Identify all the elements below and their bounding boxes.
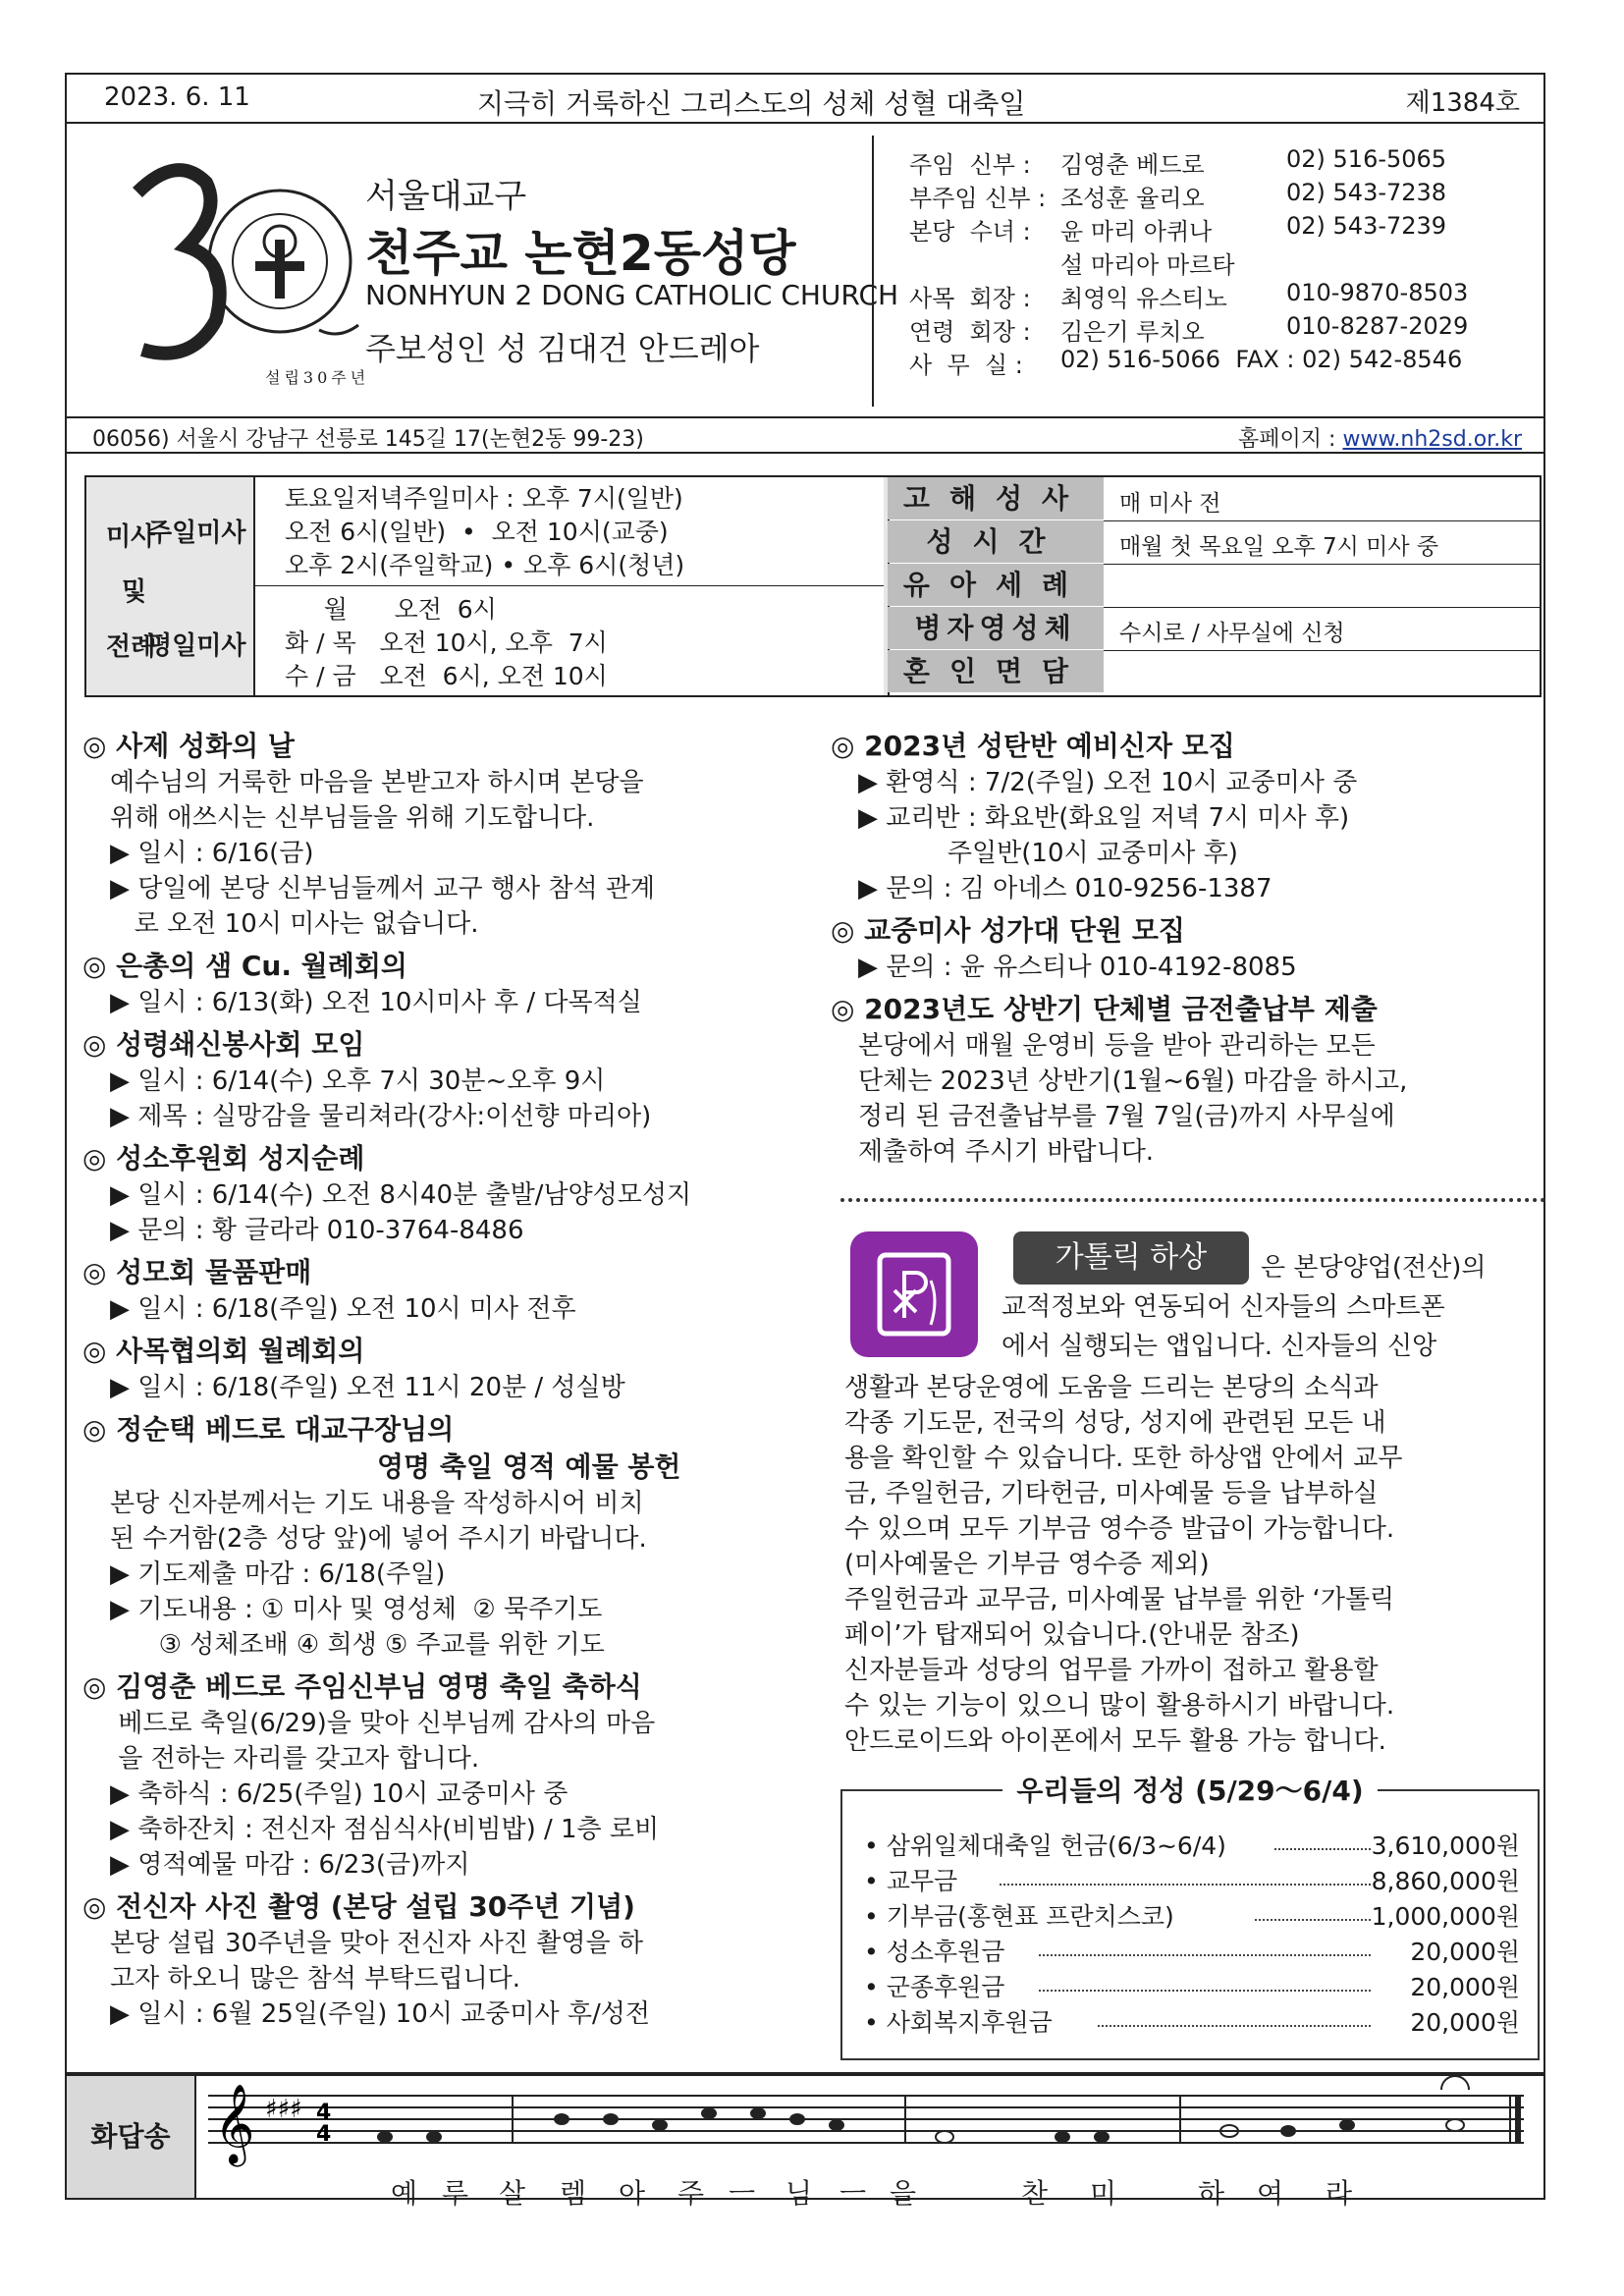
notice-line: 된 수거함(2층 성당 앞)에 넣어 주시기 바랍니다.	[110, 1524, 647, 1554]
archdiocese: 서울대교구	[365, 177, 527, 216]
notice-line: 예수님의 거룩한 마음을 본받고자 하시며 본당을	[110, 768, 644, 797]
mass-side-3: 전례	[106, 632, 156, 662]
sacrament-row	[888, 477, 1542, 521]
offering-leader	[1098, 2025, 1371, 2027]
notice-heading: ◎ 사제 성화의 날	[82, 730, 295, 762]
notice-line: ▶ 문의 : 윤 유스티나 010-4192-8085	[858, 953, 1297, 982]
issue-number: 제1384호	[1405, 88, 1520, 118]
offering-amount: 8,860,000원	[1371, 1867, 1520, 1895]
offering-amount: 1,000,000원	[1371, 1902, 1520, 1931]
offering-item: • 교무금	[864, 1867, 958, 1895]
notice-line: 베드로 축일(6/29)을 맞아 신부님께 감사의 마음	[110, 1709, 656, 1738]
sunday-mass-line: 오전 6시(일반) • 오전 10시(교중)	[285, 518, 669, 546]
notice-line: 정리 된 금전출납부를 7월 7일(금)까지 사무실에	[858, 1102, 1395, 1131]
sacrament-info: 수시로 / 사무실에 신청	[1119, 621, 1345, 646]
header	[65, 124, 1545, 418]
lyric-syllable: ㅡ	[729, 2177, 756, 2210]
lyric-syllable: 살	[499, 2177, 526, 2210]
lyric-syllable: 을	[890, 2177, 917, 2210]
weekday-mass-label: 평일미사	[147, 631, 246, 661]
lyric-syllable: 주	[677, 2177, 705, 2210]
sunday-mass-label: 주일미사	[147, 519, 246, 548]
app-line: 은 본당양업(전산)의	[1261, 1253, 1487, 1283]
notice-line: ③ 성체조배 ④ 희생 ⑤ 주교를 위한 기도	[110, 1630, 605, 1660]
offering-leader	[1255, 1919, 1371, 1921]
notice-line: ▶ 제목 : 실망감을 물리쳐라(강사:이선향 마리아)	[110, 1102, 652, 1131]
mass-side-1: 미사	[106, 522, 156, 552]
staff-directory	[872, 136, 1542, 407]
notice-line: ▶ 축하식 : 6/25(주일) 10시 교중미사 중	[110, 1779, 568, 1809]
notice-line: 로 오전 10시 미사는 없습니다.	[110, 909, 479, 939]
sacrament-row	[888, 650, 1542, 693]
notice-line: ▶ 일시 : 6/13(화) 오전 10시미사 후 / 다목적실	[110, 988, 642, 1017]
app-line: 금, 주일헌금, 기타헌금, 미사예물 등을 납부하실	[844, 1479, 1379, 1508]
notice-heading: ◎ 성령쇄신봉사회 모임	[82, 1028, 365, 1061]
offering-title	[842, 1770, 1538, 1809]
lyric-syllable: 찬	[1021, 2177, 1049, 2210]
feast-title: 지극히 거룩하신 그리스도의 성체 성혈 대축일	[477, 87, 1026, 120]
notice-line: ▶ 일시 : 6월 25일(주일) 10시 교중미사 후/성전	[110, 1999, 650, 2029]
svg-text:4: 4	[316, 2101, 332, 2125]
staff-name: 윤 마리 아퀴나	[1060, 218, 1213, 246]
lyric-syllable: 아	[619, 2177, 646, 2210]
lyric-syllable: 라	[1326, 2177, 1353, 2210]
notice-heading: ◎ 성모회 물품판매	[82, 1256, 312, 1288]
notice-line: ▶ 문의 : 김 아네스 010-9256-1387	[858, 874, 1272, 903]
sacrament-row	[888, 564, 1542, 608]
notice-line: ▶ 일시 : 6/16(금)	[110, 839, 314, 868]
notice-line: 고자 하오니 많은 참석 부탁드립니다.	[110, 1964, 521, 1994]
staff-phone: 010-8287-2029	[1286, 312, 1469, 340]
homepage-link[interactable]: www.nh2sd.or.kr	[1342, 427, 1522, 452]
staff-name: 김영춘 베드로	[1060, 151, 1205, 179]
lyric-syllable: 여	[1257, 2177, 1284, 2210]
lyric-syllable: 님	[785, 2177, 813, 2210]
sacrament-row	[888, 607, 1542, 651]
lyric-syllable: 렘	[560, 2177, 587, 2210]
staff-name: 설 마리아 마르타	[1060, 251, 1235, 279]
app-name-badge: 가톨릭 하상	[1013, 1231, 1249, 1285]
app-line: 에서 실행되는 앱입니다. 신자들의 신앙	[1001, 1332, 1437, 1361]
notice-line: ▶ 일시 : 6/14(수) 오후 7시 30분~오후 9시	[110, 1066, 606, 1096]
church-name-kr: 천주교 논현2동성당	[365, 225, 796, 282]
chi-rho-icon	[850, 1231, 978, 1357]
sunday-mass	[147, 477, 884, 586]
offering-title-text: 우리들의 정성 (5/29～6/4)	[1002, 1775, 1377, 1807]
notice-heading: ◎ 은총의 샘 Cu. 월례회의	[82, 950, 407, 982]
address: 06056) 서울시 강남구 선릉로 145길 17(논현2동 99-23)	[92, 427, 644, 452]
notice-line: ▶ 축하잔치 : 전신자 점심식사(비빔밥) / 1층 로비	[110, 1815, 660, 1844]
app-line: 신자분들과 성당의 업무를 가까이 접하고 활용할	[844, 1656, 1379, 1685]
offering-leader	[1039, 1954, 1371, 1956]
lyric-syllable: 루	[442, 2177, 469, 2210]
staff-entry: 부주임 신부 :	[909, 185, 1047, 212]
notice-line: 본당 신자분께서는 기도 내용을 작성하시어 비치	[110, 1489, 644, 1518]
app-line: 페이’가 탑재되어 있습니다.(안내문 참조)	[844, 1620, 1300, 1650]
notice-line: 위해 애쓰시는 신부님들을 위해 기도합니다.	[110, 803, 595, 833]
notice-line: 단체는 2023년 상반기(1월~6월) 마감을 하시고,	[858, 1066, 1408, 1096]
notice-line: ▶ 기도내용 : ① 미사 및 영성체 ② 묵주기도	[110, 1595, 603, 1624]
address-bar	[65, 418, 1545, 454]
staff-entry: 사목 회장 :	[909, 285, 1031, 312]
sacrament-info: 매월 첫 목요일 오후 7시 미사 중	[1119, 534, 1439, 560]
notice-line: 본당 설립 30주년을 맞아 전신자 사진 촬영을 하	[110, 1929, 644, 1958]
sacrament-name: 혼인면담	[888, 650, 1104, 692]
sacraments	[888, 477, 1543, 695]
logo-anniversary: 설립30주년	[265, 368, 370, 387]
app-line: 수 있으며 모두 기부금 영수증 발급이 가능합니다.	[844, 1514, 1395, 1544]
staff-name: 조성훈 율리오	[1060, 185, 1205, 212]
weekday-mass-line: 월 오전 6시	[285, 595, 497, 624]
lyric-syllable: 하	[1198, 2177, 1225, 2210]
notice-line: 제출하여 주시기 바랍니다.	[858, 1137, 1155, 1167]
notice-line: ▶ 환영식 : 7/2(주일) 오전 10시 교중미사 중	[858, 768, 1358, 797]
offering-amount: 3,610,000원	[1371, 1831, 1520, 1860]
notice-line: 주일반(10시 교중미사 후)	[858, 839, 1238, 868]
lyric-syllable: 예	[391, 2177, 418, 2210]
weekday-mass-line: 화 / 목 오전 10시, 오후 7시	[285, 629, 608, 657]
sacrament-name: 병자영성체	[888, 607, 1104, 649]
staff-entry: 사 무 실 :	[909, 352, 1023, 379]
offering-item: • 기부금(홍현표 프란치스코)	[864, 1902, 1174, 1931]
offering-amount: 20,000원	[1410, 2008, 1520, 2037]
staff-phone: 010-9870-8503	[1286, 279, 1469, 306]
app-line: 주일헌금과 교무금, 미사예물 납부를 위한 ‘가톨릭	[844, 1585, 1395, 1614]
offering-item: • 군종후원금	[864, 1973, 1005, 2001]
offering-box	[840, 1775, 1540, 2060]
lyric-syllable: ㅡ	[839, 2177, 867, 2210]
notice-heading-cont: 영명 축일 영적 예물 봉헌	[377, 1450, 681, 1483]
staff-name: 김은기 루치오	[1060, 318, 1205, 346]
dotted-divider	[840, 1198, 1545, 1202]
homepage	[1238, 422, 1522, 453]
notice-line: 본당에서 매월 운영비 등을 받아 관리하는 모든	[858, 1031, 1376, 1061]
app-line: 교적정보와 연동되어 신자들의 스마트폰	[1001, 1292, 1445, 1322]
patron-saint: 주보성인 성 김대건 안드레아	[365, 330, 760, 367]
weekday-mass	[147, 586, 884, 695]
notice-line: ▶ 일시 : 6/18(주일) 오전 11시 20분 / 성실방	[110, 1373, 625, 1402]
sacrament-name: 유아세례	[888, 564, 1104, 606]
staff-phone: 02) 543-7238	[1286, 179, 1447, 206]
notice-heading: ◎ 교중미사 성가대 단원 모집	[831, 914, 1185, 947]
staff-entry: 주임 신부 :	[909, 151, 1031, 179]
sacrament-info: 매 미사 전	[1119, 491, 1221, 517]
notice-heading: ◎ 정순택 베드로 대교구장님의	[82, 1413, 455, 1446]
svg-text:𝄞: 𝄞	[214, 2083, 255, 2163]
offering-leader	[1039, 1990, 1371, 1992]
offering-item: • 삼위일체대축일 헌금(6/3~6/4)	[864, 1831, 1226, 1860]
notice-line: ▶ 기도제출 마감 : 6/18(주일)	[110, 1559, 446, 1589]
staff-phone: 02) 543-7239	[1286, 212, 1447, 240]
offering-leader	[1274, 1848, 1371, 1850]
offering-leader	[1000, 1884, 1371, 1886]
notice-heading: ◎ 2023년도 상반기 단체별 금전출납부 제출	[831, 993, 1378, 1025]
offering-item: • 사회복지후원금	[864, 2008, 1053, 2037]
staff-entry: 본당 수녀 :	[909, 218, 1031, 246]
app-line: (미사예물은 기부금 영수증 제외)	[844, 1550, 1210, 1579]
sacrament-name: 고해성사	[888, 477, 1104, 519]
homepage-label: 홈페이지 :	[1238, 427, 1336, 452]
church-name-en: NONHYUN 2 DONG CATHOLIC CHURCH	[365, 279, 899, 311]
issue-date: 2023. 6. 11	[104, 82, 250, 112]
app-line: 용을 확인할 수 있습니다. 또한 하상앱 안에서 교무	[844, 1444, 1403, 1473]
app-line: 각종 기도문, 전국의 성당, 성지에 관련된 모든 내	[844, 1408, 1386, 1438]
sacrament-name: 성시간	[888, 520, 1104, 563]
svg-text:4: 4	[316, 2122, 332, 2147]
notice-line: ▶ 교리반 : 화요반(화요일 저녁 7시 미사 후)	[858, 803, 1350, 833]
app-line: 안드로이드와 아이폰에서 모두 활용 가능 합니다.	[844, 1726, 1386, 1756]
notice-line: ▶ 영적예물 마감 : 6/23(금)까지	[110, 1850, 470, 1880]
mass-side-2: 및	[122, 577, 147, 607]
notice-line: 을 전하는 자리를 갖고자 합니다.	[110, 1744, 480, 1774]
app-icon	[850, 1231, 978, 1357]
notice-heading: ◎ 김영춘 베드로 주임신부님 영명 축일 축하식	[82, 1670, 642, 1703]
lyric-syllable: 미	[1090, 2177, 1117, 2210]
app-line: 생활과 본당운영에 도움을 드리는 본당의 소식과	[844, 1373, 1379, 1402]
weekday-mass-line: 수 / 금 오전 6시, 오전 10시	[285, 662, 608, 690]
staff-name: 최영익 유스티노	[1060, 285, 1227, 312]
staff-name: 02) 516-5066 FAX : 02) 542-8546	[1060, 346, 1463, 373]
staff-phone: 02) 516-5065	[1286, 145, 1447, 173]
sunday-mass-line: 오후 2시(주일학교) • 오후 6시(청년)	[285, 551, 685, 579]
notice-heading: ◎ 사목협의회 월례회의	[82, 1335, 365, 1367]
svg-text:♯♯♯: ♯♯♯	[265, 2095, 302, 2124]
staff-entry: 연령 회장 :	[909, 318, 1031, 346]
notice-heading: ◎ 2023년 성탄반 예비신자 모집	[831, 730, 1235, 762]
notice-line: ▶ 문의 : 황 글라라 010-3764-8486	[110, 1216, 524, 1245]
offering-item: • 성소후원금	[864, 1938, 1005, 1966]
logo-emblem-icon	[108, 153, 403, 389]
notice-line: ▶ 일시 : 6/18(주일) 오전 10시 미사 전후	[110, 1294, 576, 1324]
notice-heading: ◎ 전신자 사진 촬영 (본당 설립 30주년 기념)	[82, 1890, 635, 1923]
mass-schedule	[84, 475, 1542, 697]
offering-amount: 20,000원	[1410, 1973, 1520, 2001]
sacrament-row	[888, 520, 1542, 565]
church-logo	[108, 153, 403, 389]
top-bar	[65, 73, 1545, 124]
notice-heading: ◎ 성소후원회 성지순례	[82, 1142, 365, 1175]
notice-line: ▶ 당일에 본당 신부님들께서 교구 행사 참석 관계	[110, 874, 656, 903]
sunday-mass-line: 토요일저녁주일미사 : 오후 7시(일반)	[285, 484, 683, 513]
app-line: 수 있는 기능이 있으니 많이 활용하시기 바랍니다.	[844, 1691, 1395, 1721]
notice-line: ▶ 일시 : 6/14(수) 오전 8시40분 출발/남양성모성지	[110, 1180, 692, 1210]
mass-times	[86, 477, 890, 695]
psalm-label: 화답송	[67, 2076, 196, 2198]
offering-amount: 20,000원	[1410, 1938, 1520, 1966]
